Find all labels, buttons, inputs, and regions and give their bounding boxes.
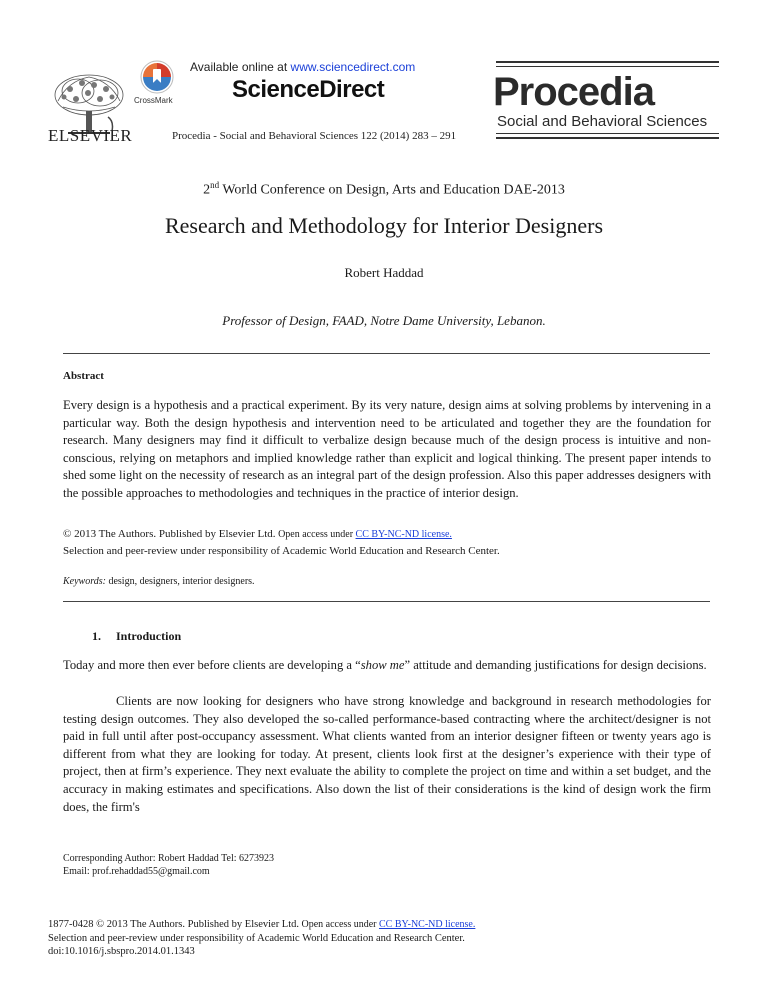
- procedia-rule-bottom: [496, 137, 719, 139]
- footer-copyright-line: [48, 918, 728, 932]
- divider-bottom: [63, 601, 710, 602]
- publisher-name: ELSEVIER: [48, 126, 133, 145]
- email-line: [63, 865, 274, 878]
- crossmark-label: CrossMark: [134, 96, 173, 105]
- correspondence-block: [63, 852, 274, 878]
- peer-review-line: Selection and peer-review under responsibility of Academic World Education and Research Center.: [63, 545, 500, 557]
- email-address[interactable]: prof.rehaddad55@gmail.com: [92, 866, 210, 877]
- availability-prefix: Available online at: [190, 60, 291, 74]
- copyright-text: © 2013 The Authors. Published by Elsevier Ltd.: [63, 528, 276, 540]
- article-title: Research and Methodology for Interior Designers: [164, 213, 604, 238]
- paragraph-1-start: Today and more then ever before clients are developing a “: [63, 658, 361, 672]
- author-affiliation: Professor of Design, FAAD, Notre Dame University, Lebanon.: [222, 313, 546, 328]
- conference-line: [0, 180, 768, 199]
- paragraph-1-end: ” attitude and demanding justifications for design decisions.: [404, 658, 707, 672]
- availability-line: [190, 60, 415, 74]
- procedia-subtitle: Social and Behavioral Sciences: [497, 113, 708, 130]
- section-heading: [92, 629, 181, 644]
- paragraph-1-emphasis: show me: [360, 658, 405, 672]
- paragraph-1: [63, 657, 711, 675]
- conference-ordinal-suffix: nd: [210, 180, 220, 190]
- procedia-rule-top-thin: [496, 66, 719, 67]
- crossmark-icon[interactable]: [140, 60, 174, 94]
- page-footer: [48, 918, 728, 959]
- footer-doi[interactable]: doi:10.1016/j.sbspro.2014.01.1343: [48, 946, 195, 957]
- footer-issn-copyright: 1877-0428 © 2013 The Authors. Published by Elsevier Ltd.: [48, 919, 300, 930]
- section-title: Introduction: [116, 629, 182, 643]
- copyright-block: [63, 526, 711, 559]
- corresponding-author: Corresponding Author: Robert Haddad Tel: 6273923: [63, 853, 275, 864]
- abstract-heading: Abstract: [63, 370, 104, 382]
- paragraph-2: Clients are now looking for designers who have strong knowledge and background in research methodologies for testing design outcomes. They also developed the so-called performance-based contracting where the architect/designer is not paid in full until after post-occupancy assessment. What clients wanted from an interior designer fifteen or twenty years ago is different from what they are looking for today. At present, clients look first at the designer’s experience with their type of project, then at firm’s experience. They next evaluate the ability to complete the project on time and within a set budget, and the accuracy in making estimates and specifications. Also down the list of their considerations is the kind of design work the firm does, the firm's: [63, 694, 711, 814]
- license-link[interactable]: CC BY-NC-ND license.: [355, 529, 452, 540]
- keywords-list: design, designers, interior designers.: [105, 576, 255, 587]
- divider-top: [63, 353, 710, 354]
- section-number: 1.: [92, 629, 101, 643]
- sciencedirect-wordmark: ScienceDirect: [232, 76, 385, 103]
- sciencedirect-link[interactable]: www.sciencedirect.com: [290, 60, 416, 74]
- conference-ordinal: 2: [203, 182, 211, 198]
- abstract-body: Every design is a hypothesis and a practical experiment. By its very nature, design aims at solving problems by intervening in a particular way. Both the design hypothesis and intervention need to be articulated and together they are the foundation for research. Many designers may find it difficult to verbalize design because much of the design process is intuitive and non-conscious, relying on metaphors and implied knowledge rather than explicit and logical thinking. The present paper intends to shed some light on the necessity of research as an integral part of the design profession. Also this paper addresses designers with the possible approaches to methodologies and techniques in the practice of interior design.: [63, 398, 711, 500]
- open-access-text: Open access under: [275, 529, 356, 540]
- conference-name: World Conference on Design, Arts and Education DAE-2013: [219, 182, 565, 198]
- procedia-title: Procedia: [493, 70, 654, 114]
- footer-license-link[interactable]: CC BY-NC-ND license.: [378, 919, 476, 930]
- procedia-rule-bottom-thin: [496, 133, 719, 134]
- footer-peer-review: Selection and peer-review under responsibility of Academic World Education and Research Center.: [48, 932, 465, 944]
- keywords-line: [63, 576, 255, 587]
- footer-open-access: Open access under: [299, 919, 379, 930]
- copyright-line: [63, 526, 711, 543]
- keywords-label: Keywords:: [63, 576, 106, 587]
- email-label: Email:: [63, 866, 93, 877]
- author-name: Robert Haddad: [344, 265, 424, 280]
- journal-citation: Procedia - Social and Behavioral Sciences 122 (2014) 283 – 291: [172, 130, 457, 142]
- procedia-rule-top: [496, 61, 719, 63]
